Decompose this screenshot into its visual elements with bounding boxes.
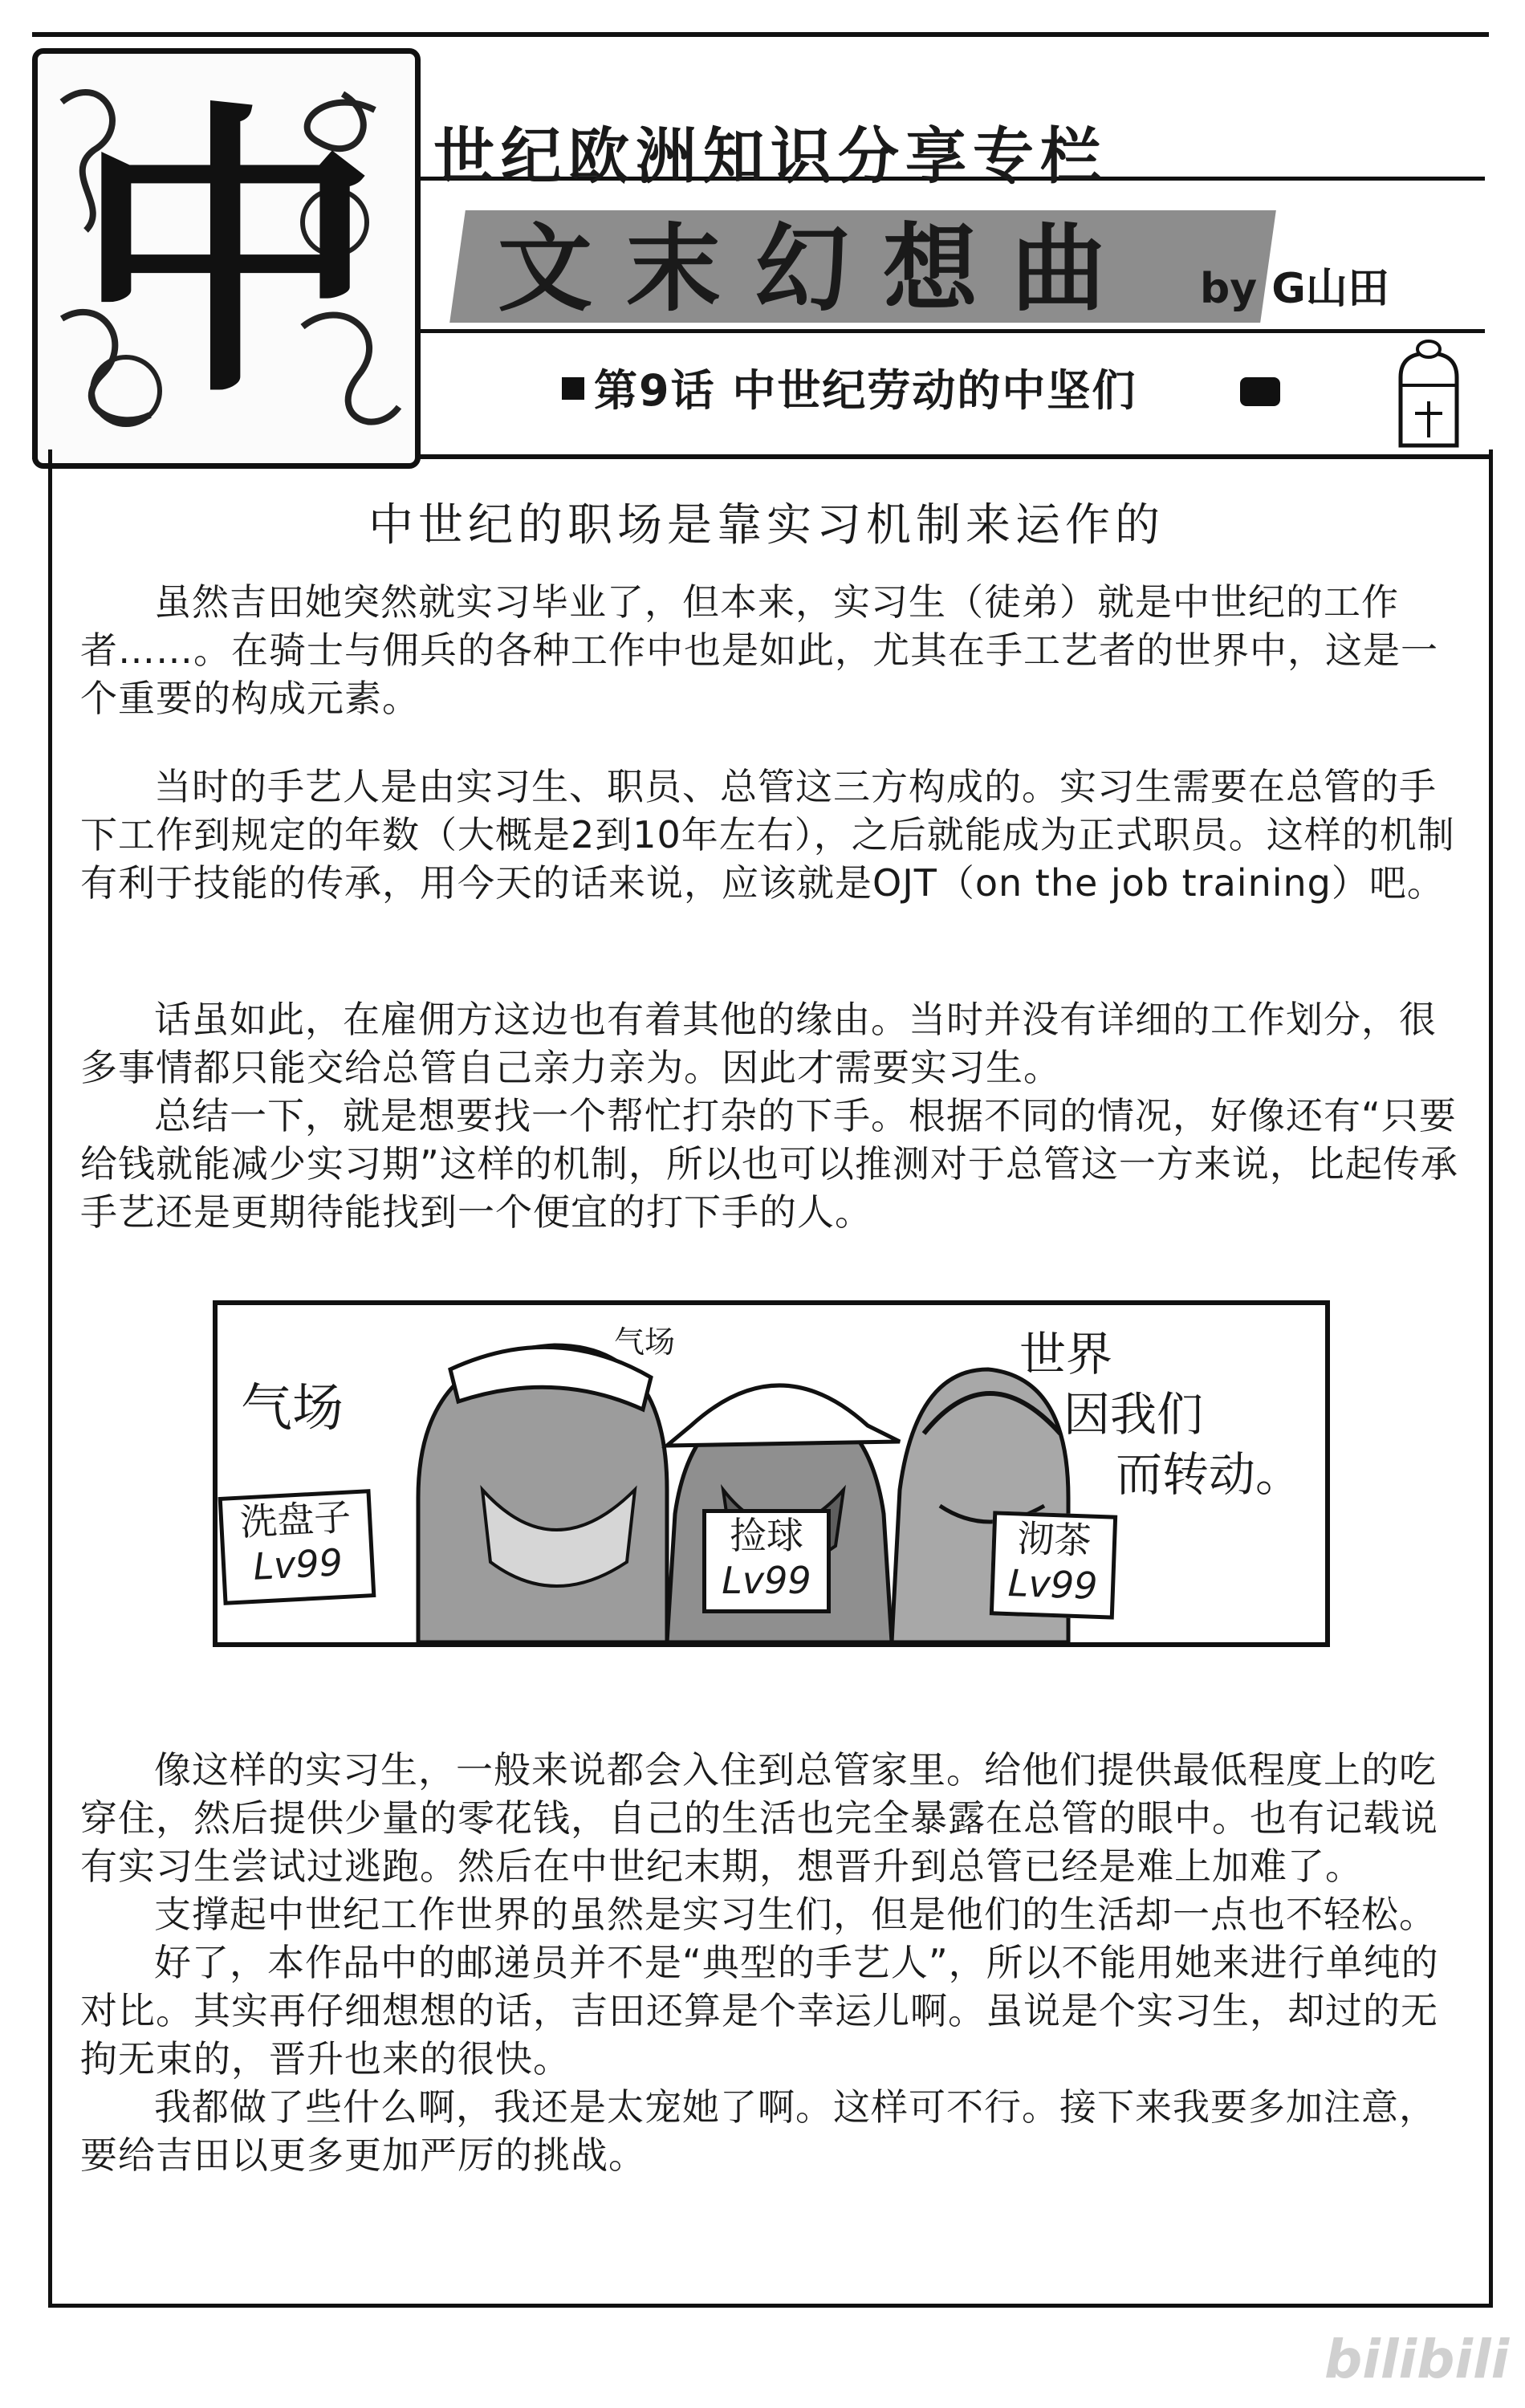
black-box-icon xyxy=(1240,377,1280,406)
caption-line: 世界 xyxy=(1019,1327,1113,1381)
caption-line: 而转动。 xyxy=(1116,1447,1303,1502)
paragraph: 支撑起中世纪工作世界的虽然是实习生们，但是他们的生活却一点也不轻松。 xyxy=(154,1893,1437,1936)
job-sign-tea-making xyxy=(990,1511,1117,1619)
paragraph: 虽然吉田她突然就实习毕业了，但本来，实习生（徒弟）就是中世纪的工作者……。在骑士与佣兵的各种工作中也是如此，尤其在手工艺者的世界中，这是一个重要的构成元素。 xyxy=(80,580,1438,720)
paragraph: 话虽如此，在雇佣方这边也有着其他的缘由。当时并没有详细的工作划分，很多事情都只能交给总管自己亲力亲为。因此才需要实习生。 xyxy=(80,998,1437,1089)
sign-job: 洗盘子 xyxy=(238,1495,352,1544)
sign-job: 捡球 xyxy=(730,1514,803,1557)
watermark-logo: bilibili xyxy=(1324,2329,1510,2390)
caption-line: 因我们 xyxy=(1063,1387,1204,1442)
paragraph: 像这样的实习生，一般来说都会入住到总管家里。给他们提供最低程度上的吃穿住，然后提供少量的零花钱，自己的生活也完全暴露在总管的眼中。也有记载说有实习生尝试过逃跑。然后在中世纪末期，想晋升到总管已经是难上加难了。 xyxy=(80,1748,1438,1888)
sign-level: Lv99 xyxy=(722,1559,811,1602)
paragraph-section-3 xyxy=(80,995,1461,1236)
series-title: 世纪欧洲知识分享专栏 xyxy=(433,120,1108,192)
job-sign-ball-picking xyxy=(702,1509,831,1613)
emblem-character: 中 xyxy=(74,75,379,433)
column-title: 文末幻想曲 xyxy=(498,214,1141,324)
aura-label-left: 气场 xyxy=(241,1379,344,1438)
sign-level: Lv99 xyxy=(1007,1561,1099,1608)
episode-title: 第9话 中世纪劳动的中坚们 xyxy=(594,365,1137,416)
paragraph-section-4 xyxy=(80,1746,1461,2179)
paragraph: 总结一下，就是想要找一个帮忙打杂的下手。根据不同的情况，好像还有“只要给钱就能减少实习期”这样的机制，所以也可以推测对于总管这一方来说，比起传承手艺还是更期待能找到一个便宜的打下手的人。 xyxy=(80,1094,1458,1234)
job-sign-dishwashing xyxy=(218,1489,376,1605)
emblem-illuminated-initial xyxy=(32,48,421,469)
paragraph: 当时的手艺人是由实习生、职员、总管这三方构成的。实习生需要在总管的手下工作到规定的年数（大概是2到10年左右），之后就能成为正式职员。这样的机制有利于技能的传承，用今天的话来说，应该就是OJT（on the job training）吧。 xyxy=(80,765,1455,905)
salt-shaker-icon xyxy=(1393,337,1465,449)
paragraph: 我都做了些什么啊，我还是太宠她了啊。这样可不行。接下来我要多加注意，要给吉田以更多更加严厉的挑战。 xyxy=(80,2085,1437,2177)
sign-level: Lv99 xyxy=(252,1540,344,1588)
sign-job: 沏茶 xyxy=(1016,1516,1092,1563)
paragraph: 好了，本作品中的邮递员并不是“典型的手艺人”，所以不能用她来进行单纯的对比。其实再仔细想想的话，吉田还算是个幸运儿啊。虽说是个实习生，却过的无拘无束的，晋升也来的很快。 xyxy=(80,1941,1439,2081)
article-subtitle: 中世纪的职场是靠实习机制来运作的 xyxy=(368,499,1165,551)
aura-label-middle: 气场 xyxy=(614,1324,676,1360)
paragraph-section-1 xyxy=(80,578,1461,722)
header-rule-bottom xyxy=(417,329,1485,333)
paragraph-section-2 xyxy=(80,763,1461,907)
author-byline: by G山田 xyxy=(1200,265,1389,313)
